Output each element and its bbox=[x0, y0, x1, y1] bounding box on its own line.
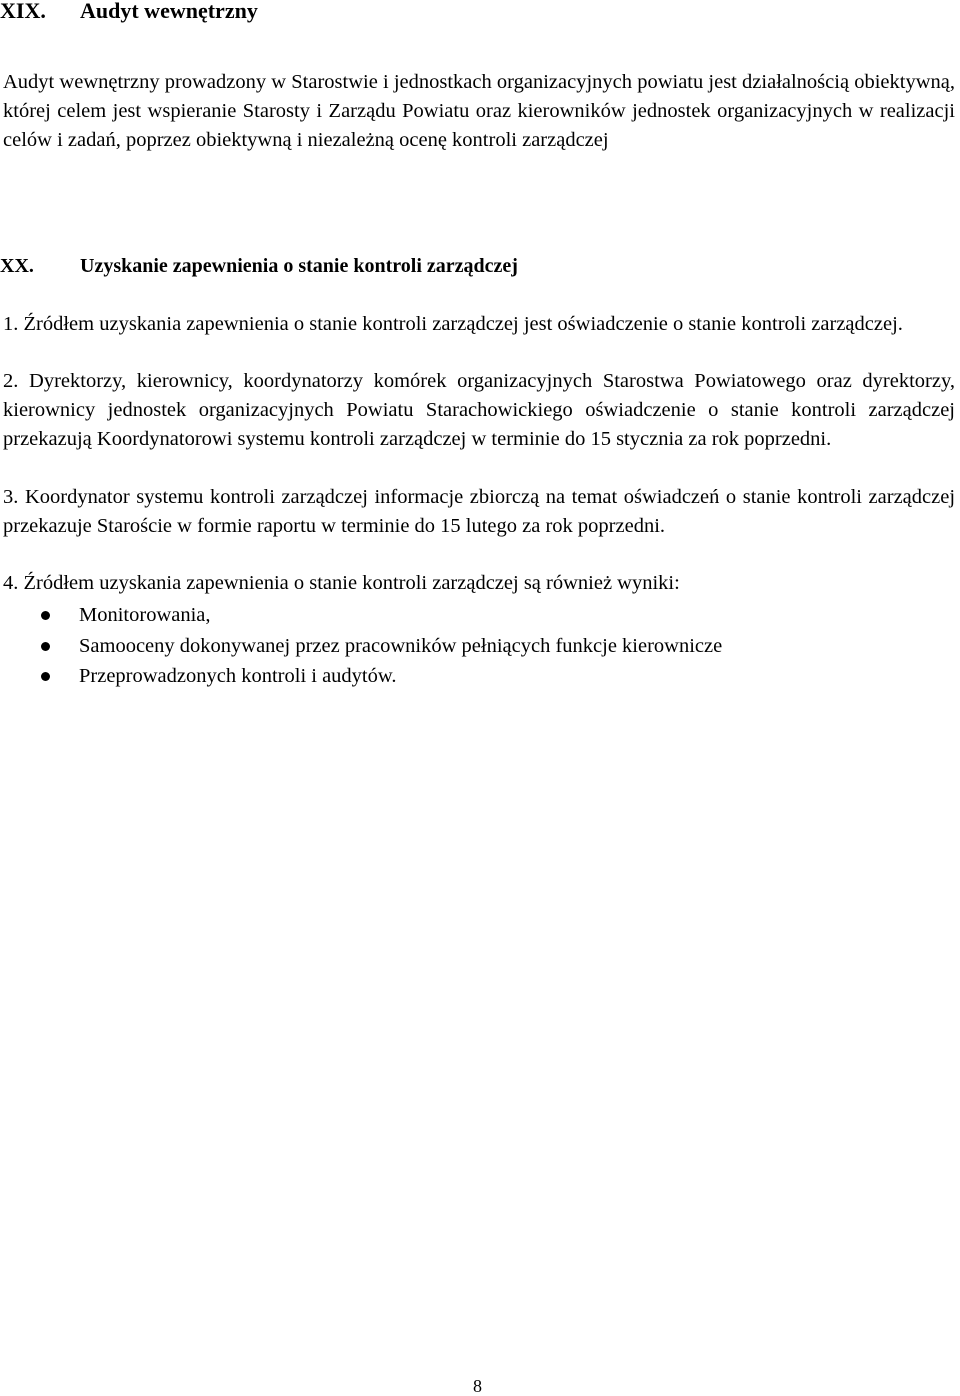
intro-paragraph: Audyt wewnętrzny prowadzony w Starostwie i jednostkach organizacyjnych powiatu jest działalnością obiektywną, której celem jest wspieranie Starosty i Zarządu Powiatu oraz kierowników jednostek organizacyjnych w realizacji celów i zadań, poprzez obiektywną i niezależną ocenę kontroli zarządczej bbox=[3, 71, 955, 151]
item-text: Koordynator systemu kontroli zarządczej informacje zbiorczą na temat oświadczeń o stanie kontroli zarządczej przekazuje Staroście w formie raportu w terminie do 15 lutego za rok poprzedni. bbox=[3, 486, 956, 537]
item-text: Dyrektorzy, kierownicy, koordynatorzy komórek organizacyjnych Starostwa Powiatowego oraz dyrektorzy, kierownicy jednostek organizacyjnych Powiatu Starachowickiego oświadczenie o stanie kontroli zarządczej przekazują Koordynatorowi systemu kontroli zarządczej w terminie do 15 stycznia za rok poprzedni. bbox=[3, 370, 956, 450]
bullet-item bbox=[0, 600, 960, 631]
item-number: 2. bbox=[3, 370, 19, 392]
bullet-icon bbox=[41, 672, 50, 681]
section-number: XX. bbox=[0, 255, 34, 277]
bullet-text: Samooceny dokonywanej przez pracowników pełniących funkcje kierownicze bbox=[79, 634, 723, 657]
section-title: Uzyskanie zapewnienia o stanie kontroli zarządczej bbox=[80, 255, 518, 277]
section-title: Audyt wewnętrzny bbox=[80, 0, 258, 23]
list-item-3 bbox=[3, 483, 955, 541]
item-number: 4. bbox=[3, 572, 19, 594]
bullet-text: Monitorowania, bbox=[79, 604, 211, 626]
bullet-item bbox=[0, 631, 960, 662]
section-heading-xx bbox=[0, 252, 518, 281]
bullet-item bbox=[0, 661, 960, 692]
bullet-icon bbox=[41, 611, 50, 620]
bullet-list bbox=[0, 600, 960, 692]
list-item-1 bbox=[3, 310, 955, 339]
item-text: Źródłem uzyskania zapewnienia o stanie kontroli zarządczej jest oświadczenie o stanie kontroli zarządczej. bbox=[23, 313, 903, 335]
section-heading-xix bbox=[0, 0, 258, 26]
list-item-2 bbox=[3, 367, 955, 453]
item-number: 3. bbox=[3, 486, 19, 508]
list-item-4 bbox=[3, 569, 955, 598]
item-number: 1. bbox=[3, 313, 19, 335]
section-number: XIX. bbox=[0, 0, 46, 23]
item-text: Źródłem uzyskania zapewnienia o stanie kontroli zarządczej są również wyniki: bbox=[23, 572, 680, 594]
page-number: 8 bbox=[473, 1376, 482, 1396]
bullet-icon bbox=[41, 642, 50, 651]
bullet-text: Przeprowadzonych kontroli i audytów. bbox=[79, 665, 397, 687]
